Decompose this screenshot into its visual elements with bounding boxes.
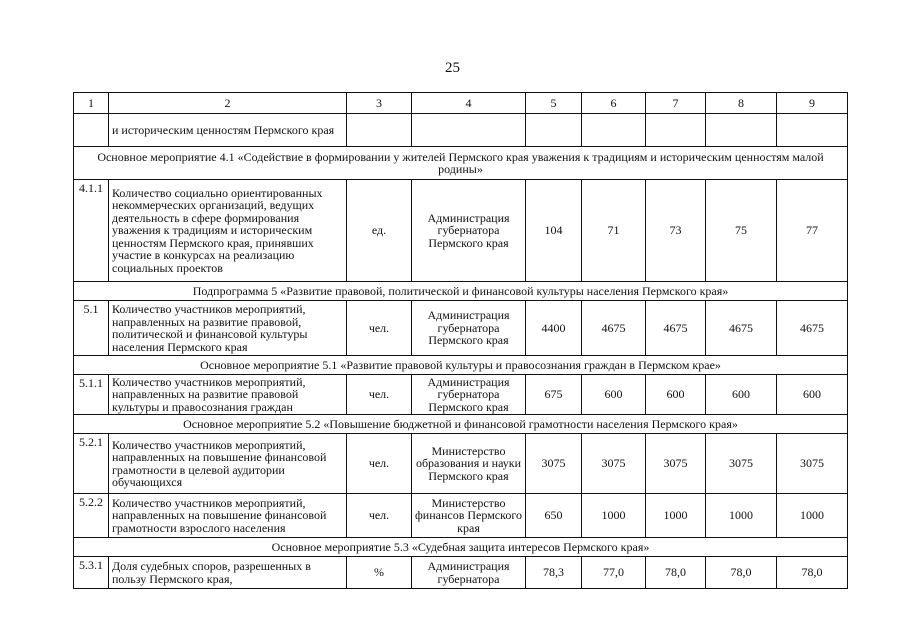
column-header: 8: [706, 93, 777, 114]
value-cell: 73: [646, 180, 706, 282]
continuation-text: и историческим ценностям Пермского края: [109, 114, 347, 147]
table-row: [74, 494, 848, 538]
table-row: [74, 301, 848, 356]
indicator-description: Количество участников мероприятий, направленных на развитие правовой культуры и правосознания граждан: [109, 375, 347, 415]
responsible-org: Министерство образования и науки Пермского края: [412, 434, 526, 494]
value-cell: 3075: [526, 434, 582, 494]
value-cell: 4675: [582, 301, 646, 356]
value-cell: 3075: [646, 434, 706, 494]
value-cell: 4675: [777, 301, 848, 356]
unit-cell: чел.: [347, 301, 412, 356]
value-cell: 104: [526, 180, 582, 282]
section-title: Основное мероприятие 5.1 «Развитие правовой культуры и правосознания граждан в Пермском крае»: [74, 356, 848, 375]
section-title: Подпрограмма 5 «Развитие правовой, политической и финансовой культуры населения Пермского края»: [74, 282, 848, 301]
indicator-description: Количество социально ориентированных некоммерческих организаций, ведущих деятельность в сфере формирования уважения к традициям и историческим ценностям Пермского края, принявших участие в конкурсах на реализацию социальных проектов: [109, 180, 347, 282]
table-row: [74, 375, 848, 415]
unit-cell: чел.: [347, 375, 412, 415]
column-header: 5: [526, 93, 582, 114]
indicator-description: Доля судебных споров, разрешенных в пользу Пермского края,: [109, 557, 347, 589]
section-row: [74, 282, 848, 301]
value-cell: 1000: [646, 494, 706, 538]
value-cell: 3075: [582, 434, 646, 494]
table-row: [74, 434, 848, 494]
table-row: [74, 557, 848, 589]
value-cell: 78,0: [777, 557, 848, 589]
continuation-row: [74, 114, 848, 147]
indicator-description: Количество участников мероприятий, направленных на повышение финансовой грамотности в целевой аудитории обучающихся: [109, 434, 347, 494]
column-header: 6: [582, 93, 646, 114]
indicators-table: [73, 92, 848, 589]
table-body: [74, 93, 848, 589]
responsible-org: Администрация губернатора Пермского края: [412, 301, 526, 356]
column-header: 2: [109, 93, 347, 114]
row-number: 4.1.1: [74, 180, 109, 282]
value-cell: 1000: [582, 494, 646, 538]
value-cell: 78,0: [706, 557, 777, 589]
section-title: Основное мероприятие 4.1 «Содействие в формировании у жителей Пермского края уважения к традициям и историческим ценностям малой родины»: [74, 147, 848, 180]
value-cell: 600: [646, 375, 706, 415]
section-row: [74, 356, 848, 375]
value-cell: 1000: [706, 494, 777, 538]
column-header: 1: [74, 93, 109, 114]
value-cell: 3075: [777, 434, 848, 494]
value-cell: 600: [706, 375, 777, 415]
column-header: 9: [777, 93, 848, 114]
value-cell: 71: [582, 180, 646, 282]
responsible-org: Администрация губернатора: [412, 557, 526, 589]
responsible-org: Министерство финансов Пермского края: [412, 494, 526, 538]
row-number: 5.2.2: [74, 494, 109, 538]
unit-cell: чел.: [347, 434, 412, 494]
value-cell: 3075: [706, 434, 777, 494]
value-cell: 77: [777, 180, 848, 282]
column-header: 7: [646, 93, 706, 114]
responsible-org: Администрация губернатора Пермского края: [412, 180, 526, 282]
page-number: 25: [445, 60, 460, 76]
value-cell: 4675: [646, 301, 706, 356]
unit-cell: чел.: [347, 494, 412, 538]
value-cell: 78,0: [646, 557, 706, 589]
column-header: 4: [412, 93, 526, 114]
indicator-description: Количество участников мероприятий, направленных на развитие правовой, политической и финансовой культуры населения Пермского края: [109, 301, 347, 356]
value-cell: 675: [526, 375, 582, 415]
row-number: 5.3.1: [74, 557, 109, 589]
value-cell: 1000: [777, 494, 848, 538]
header-row: [74, 93, 848, 114]
value-cell: 650: [526, 494, 582, 538]
value-cell: 600: [777, 375, 848, 415]
section-title: Основное мероприятие 5.3 «Судебная защита интересов Пермского края»: [74, 538, 848, 557]
section-row: [74, 538, 848, 557]
value-cell: 78,3: [526, 557, 582, 589]
row-number: 5.2.1: [74, 434, 109, 494]
value-cell: 75: [706, 180, 777, 282]
value-cell: 600: [582, 375, 646, 415]
indicator-description: Количество участников мероприятий, направленных на повышение финансовой грамотности взрослого населения: [109, 494, 347, 538]
value-cell: 4675: [706, 301, 777, 356]
value-cell: 77,0: [582, 557, 646, 589]
row-number: 5.1: [74, 301, 109, 356]
responsible-org: Администрация губернатора Пермского края: [412, 375, 526, 415]
value-cell: 4400: [526, 301, 582, 356]
section-row: [74, 147, 848, 180]
unit-cell: %: [347, 557, 412, 589]
row-number: 5.1.1: [74, 375, 109, 415]
table-row: [74, 180, 848, 282]
section-row: [74, 415, 848, 434]
unit-cell: ед.: [347, 180, 412, 282]
section-title: Основное мероприятие 5.2 «Повышение бюджетной и финансовой грамотности населения Пермского края»: [74, 415, 848, 434]
column-header: 3: [347, 93, 412, 114]
